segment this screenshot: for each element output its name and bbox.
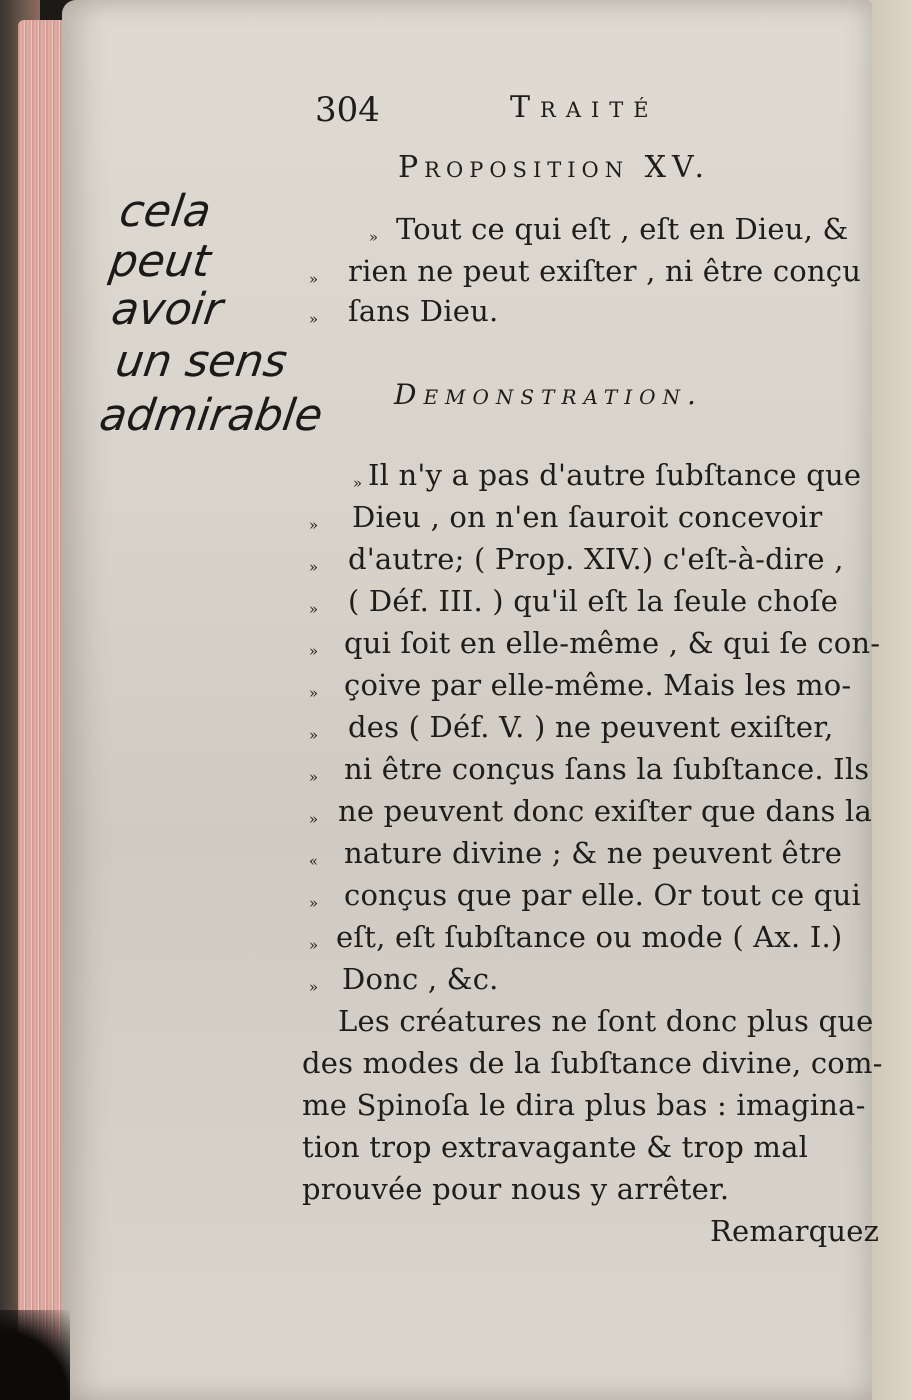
demonstration-line: qui ſoit en elle-même , & qui ſe con- [344, 626, 881, 660]
demonstration-line: nature divine ; & ne peuvent être [344, 836, 843, 870]
note-line: avoir [108, 284, 226, 335]
demonstration-line: d'autre; ( Prop. XIV.) c'eſt-à-dire , [348, 542, 844, 576]
running-title: Traité [510, 90, 659, 125]
page-number: 304 [315, 90, 380, 130]
proposition-line: Tout ce qui eſt , eſt en Dieu, & [396, 212, 849, 246]
quote-mark: » [308, 600, 318, 618]
quote-mark: « [308, 852, 318, 870]
demonstration-line: Dieu , on n'en ſauroit concevoir [352, 500, 823, 534]
proposition-title: Proposition XV. [398, 150, 710, 185]
catchword: Remarquez [710, 1214, 880, 1248]
quote-mark: » [308, 270, 318, 288]
commentary-line: tion trop extravagante & trop mal [302, 1130, 809, 1164]
proposition-line: ſans Dieu. [348, 294, 499, 328]
quote-mark: » [308, 936, 318, 954]
demonstration-line: ni être conçus ſans la ſubſtance. Ils [344, 752, 870, 786]
shadow-corner [0, 1310, 70, 1400]
quote-mark: » [308, 978, 318, 996]
demonstration-title: Demonstration. [394, 378, 703, 411]
demonstration-line: çoive par elle-même. Mais les mo- [344, 668, 852, 702]
quote-mark: » [308, 894, 318, 912]
proposition-line: rien ne peut exiſter , ni être conçu [348, 254, 862, 288]
quote-mark: » [308, 642, 318, 660]
quote-mark: » [308, 516, 318, 534]
quote-mark: » [308, 558, 318, 576]
demonstration-line: ne peuvent donc exiſter que dans la [338, 794, 872, 828]
quote-mark: » [308, 726, 318, 744]
quote-mark: » [308, 684, 318, 702]
demonstration-line: Il n'y a pas d'autre ſubſtance que [368, 458, 862, 492]
quote-mark: » [308, 768, 318, 786]
demonstration-line: Donc , &c. [342, 962, 499, 996]
note-line: admirable [96, 390, 326, 441]
demonstration-line: des ( Déf. V. ) ne peuvent exiſter, [348, 710, 834, 744]
commentary-line: des modes de la ſubſtance divine, com- [302, 1046, 883, 1080]
commentary-line: me Spinoſa le dira plus bas : imagina- [302, 1088, 866, 1122]
quote-mark: » [368, 228, 378, 246]
demonstration-line: conçus que par elle. Or tout ce qui [344, 878, 861, 912]
quote-mark: » [352, 474, 362, 492]
commentary-line: Les créatures ne ſont donc plus que [338, 1004, 874, 1038]
demonstration-line: eſt, eſt ſubſtance ou mode ( Ax. I.) [336, 920, 843, 954]
note-line: cela [116, 186, 215, 237]
commentary-line: prouvée pour nous y arrêter. [302, 1172, 730, 1206]
demonstration-line: ( Déf. III. ) qu'il eſt la ſeule choſe [348, 584, 839, 618]
note-line: peut [106, 236, 214, 287]
quote-mark: » [308, 810, 318, 828]
note-line: un sens [112, 336, 291, 387]
quote-mark: » [308, 310, 318, 328]
book-page [62, 0, 883, 1400]
